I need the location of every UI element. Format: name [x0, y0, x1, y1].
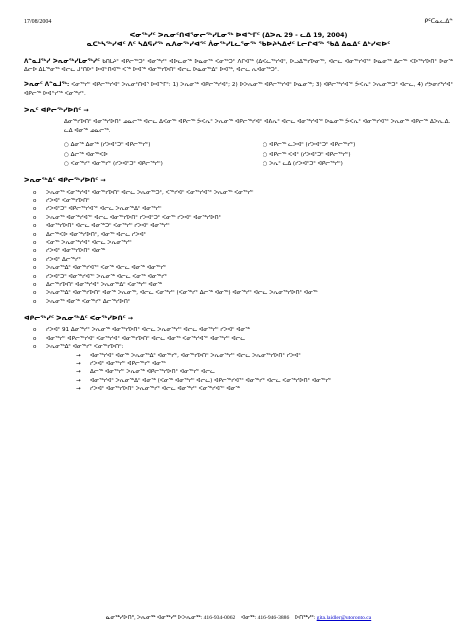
footer-email-link[interactable]: gita.laidler@utoronto.ca [316, 615, 372, 621]
footer-label: ᓇᓂᖅᓯᐅᑎᑦ, ᐳᕆᓂᖅ ᐊᓂᖅᓯᑦ ᐅᐳᕆᓂᖅ: [105, 615, 203, 621]
document-title [24, 31, 453, 50]
list-item-text: ᐳᕆᓂᖅᐃᑦ ᐊᓂᖅᓯᑦ ᐸᓂᖅᓯᐅᑎᑦ: [46, 344, 124, 351]
title-line-1: ᐸᓂᖅᓯᑦ ᐳᕆᓂᑦᑎᐊᕐᓂᓕᖅᓯᒪᓂᖅ ᐅᐊᖕᒥᑦ (ᐃᐳᕆ 29 - ᓚᐃ 19, 2004) [129, 31, 348, 39]
section-3-heading: ᐊᑭᓕᖅᓯᑦ ᐳᕆᓂᖅᐃᑦ ᐸᓂᖅᓯᐅᑎᑦ → [24, 315, 133, 323]
sub-list-item: → ᐊᓂᖅᓯᐊᑦ ᐳᕆᓂᖅᐃᑦ ᐊᓂᖅ (ᐸᓂᖅ ᐊᓂᖅᓯᑦ ᐊᓕᓚ) ᐊᑭᓕᖅᓯᐊᕐᑦ ᐊᓂᖅᓯᑦ ᐊᓕᓚ ᐸᓂᖅᓯᐅᑎᑦ ᐊᓂᖅᓯᑦ [46, 377, 453, 385]
list-item: o ᐃᓕᖅᓯᐅᑎᑦ ᐊᓂᖅᓯᐊᑦ ᐳᕆᓂᖅᐃᑦ ᐸᓂᖅᓯᑦ ᐊᓂᖅ [24, 281, 453, 289]
intro-paragraph-1-lead: ᐱᓐᓇᒧᖅᓯ ᐳᕆᓂᖅᓯᒪᓂᖅᓯᑦ [24, 58, 100, 65]
footer-email-label: ᐅᑎᖅᓯᑦ: [294, 615, 316, 621]
sub-list-item: → ᓯᐳᐊᑦ ᐊᓂᖅᓯᐅᑎᑦ ᐳᕆᓂᖅᓯᑦ ᐊᓕᓚ ᐊᓂᖅᓯᑦ ᐸᓂᖅᓯᐊᕐᑦ ᐊᓂᖅ [46, 385, 453, 393]
footer-fax: 416-946-3886 [257, 615, 290, 621]
footer-fax-label: ᐊᓂᖅ: [240, 615, 257, 621]
list-item: o ᐃᓕᖅᐸᐅ ᐊᓂᖅᓯᐅᑎᑦ, ᐊᓂᖅ ᐊᓕᓚ ᓯᐳᐊᑦ [24, 231, 453, 239]
sub-list-item: → ᐊᓂᖅᓯᐊᑦ ᐊᓂᖅ ᐳᕆᓂᖅᐃᑦ ᐊᓂᖅᓯᑦ, ᐊᓂᖅᓯᐅᑎᑦ ᐳᕆᓂᖅᓯᑦ ᐊᓕᓚ ᐳᕆᓂᖅᓯᐅᑎᑦ ᓯᐳᐊᑦ [46, 352, 453, 360]
header-date: 17/08/2004 [24, 19, 52, 25]
intro-paragraph-1-text: ᑲᑎᒪᔨᑦ ᐊᑭᓕᖅᑐᑦ ᐊᓂᖅᓯᑦ ᐊᐅᓚᓂᖅ ᐅᓇᓂᖅ ᐸᓂᖅᑐᑦ ᐱᒋᐊᖅ (ᐃᐸᓚᖅᓯᐊᑦ, ᐅᓗᐃᖅᓯᐅᓂᖅ, ᐊᓕᓚ ᐊᓂᖅᓯᐊᕐᑦ ᐅᓇᓂᖅ ᐃᓕᖅ ᐸᐅᖅᓯᐅᑎᑦ ᐅᓂᖅ ᐃᓕᐅ ᐃᒪᖅᓂᖅ ᐊᓕᓚ ᒍᑦᑎᐅᑦ ᐅᐊᓐᑎᐊᖅ ᐸᖅ ᐅᐊᖅ ᐊᓂᖅᓯᐅᑎᑦ ᐊᓕᓚ ᐅᓇᓂᖅᐃᑦ ᐅᐊᖅ, ᐊᓕᓚ ᕆᐊᓂᖅᑐᑦ. [24, 58, 453, 73]
list-item: o ᐳᕆᓂᖅᐃᑦ ᐊᓂᖅᓯᐊᕐᑦ ᐸᓂᖅ ᐊᓕᓚ ᐊᓂᖅ ᐊᓂᖅᓯᑦ [24, 264, 453, 272]
option-item: ○ ᐳᕆᑦ ᓚᐃ (ᓯᐳᐊᑦᑐᑦ ᐊᑭᓕᖅᓯᑦ) [262, 160, 343, 167]
intro-paragraph-1 [24, 58, 453, 75]
intro-paragraph-2-text: ᐸᓂᖅᓯᑦ ᐊᑭᓕᖅᓯᐊᑦ ᐳᕆᓂᑦᑎᐊᕐ ᐅᐊᖕᒥᑦ: 1) ᐳᕆᓂᖅ ᐊᑭᓕᖅᓯᐊᑦ; 2) ᐅᐳᕆᓂᖅ ᐊᑭᓕᖅᓯᐊᑦ ᐅᓇᓂᖅ; 3) ᐊᑭᓕᖅᓯᐊᕐᑦ ᕘᐸᕆᑦ ᐳᕆᓂᖅᑐᑦ ᐊᓕᓚ, 4) ᓯᕗᓂᓯᒃᓯᐊᑦ ᐊᑭᓕᖅ ᐅᐊᓐᓯᖅ ᐸᓂᖅᓯᑦ. [24, 82, 454, 97]
list-item-text: ᓯᐳᐊᑦ 91 ᐃᓂᖅᓯᑦ ᐳᕆᓂᖅ ᐊᓂᖅᓯᐅᑎᑦ ᐊᓕᓚ ᐳᕆᓂᖅᓯᑦ ᐊᓕᓚ ᐊᓂᖅᓯᑦ ᓯᐳᐊᑦ ᐊᓂᖅ [46, 327, 250, 334]
intro-paragraph-2 [24, 81, 453, 98]
list-item: o ᓯᐳᐊᑦ ᐃᓕᖅᓯᑦ [24, 256, 453, 264]
intro-paragraph-2-lead: ᐳᕆᓂᑦ ᐱᓐᓇᒧᖅ: [24, 82, 70, 89]
list-item [24, 326, 453, 334]
list-item: o ᓯᐳᐊᑦ ᐊᓂᖅᓯᐅᑎᑦ ᐊᓂᖅ [24, 247, 453, 255]
section-1-heading: ᐳᕆᑦ ᐊᑭᓕᖅᓯᐅᑎᑦ → [24, 107, 89, 115]
header-right-label: ᑭᑦᑕᓇᓚᐃᓐ [424, 19, 453, 25]
list-item: o ᐊᓂᖅᓯᐅᑎᑦ ᐊᓕᓚ ᐊᓂᖅᑐᑦ ᐸᓂᖅᓯᑦ ᓯᐳᐊᑦ ᐊᓂᖅᓯᑦ [24, 222, 453, 230]
section-2-heading: ᐳᕆᓂᖅᐃᑦ ᐊᑭᓕᖅᓯᐅᑎᑦ → [24, 177, 106, 185]
footer-phone: 416-934-0062 [203, 615, 236, 621]
sub-list-item: → ᐃᓕᖅ ᐊᓂᖅᓯᑦ ᐳᕆᓂᖅ ᐊᑭᓕᖅᓯᐅᑎᑦ ᐊᓂᖅᓯᑦ ᐊᓕᓚ [46, 368, 453, 376]
page-header [24, 18, 453, 27]
list-item: o ᓯᐳᐊᑦᑐᑦ ᐊᑭᓕᖅᓯᐊᕐᑦ ᐊᓕᓚ ᐳᕆᓂᖅᐃᑦ ᐊᓂᖅᓯᑦ [24, 205, 453, 213]
list-item: o ᐳᕆᓂᖅ ᐸᓂᖅᓯᐊᑦ ᐊᓂᖅᓯᐅᑎᑦ ᐊᓕᓚ ᐳᕆᓂᖅᑐᑦ, ᐸᖅᓯᐊᑦ ᐸᓂᖅᓯᐊᕐᑦ ᐳᕆᓂᖅ ᐸᓂᖅᓯᑦ [24, 189, 453, 197]
list-item-text: ᐊᓂᖅᓯᑦ ᐊᑭᓕᖅᓯᐊᑦ ᐸᓂᖅᓯᐊᑦ ᐊᓂᖅᓯᐅᑎᑦ ᐊᓕᓚ ᐊᓂᖅ ᐸᓂᖅᓯᐊᕐᑦ ᐊᓂᖅᓯᑦ ᐊᓕᓚ [46, 335, 246, 342]
sub-list [46, 352, 453, 394]
title-line-2: ᓇᑕᒃᓴᖅᓯᐊᑦ ᐱᑦ ᓴᐃᕋᓯᖅ ᕆᐱᓂᖅᓯᐊᕐᑦ ᐲᓂᖅᓯᒪᓚᕐᓂᖅ ᖃᐅᔨᓴᐃᔪᑦ ᒪᓕᒋᐊᖅ ᖃᐃ ᐃᓇᐃᑦ ᐃᒃᓯᕙᐅᑦ [86, 40, 391, 49]
list-item: o ᐳᕆᓂᖅᐃᑦ ᐊᓂᖅᓯᐅᑎᑦ ᐊᓂᖅ ᐳᕆᓂᖅ, ᐊᓕᓚ ᐸᓂᖅᓯᑦ (ᐸᓂᖅᓯᑦ ᐃᓕᖅ ᐊᓂᖅ) ᐊᓂᖅᓯᑦ ᐊᓕᓚ ᐳᕆᓂᖅᓯᐅᑎᑦ ᐊᓂᖅ [24, 289, 453, 297]
section-2-list [24, 189, 453, 306]
list-item: o ᓯᐳᐊᑦ ᐸᓂᖅᓯᐅᑎᑦ [24, 197, 453, 205]
list-item: o ᓯᐳᐊᑦᑐᑦ ᐊᓂᖅᓯᐊᕐᑦ ᐳᕆᓂᖅ ᐊᓕᓚ ᐸᓂᖅ ᐊᓂᖅᓯᑦ [24, 273, 453, 281]
list-item: o ᐳᕆᓂᖅ ᐊᓂᖅ ᐸᓂᖅᓯᑦ ᐃᓕᖅᓯᐅᑎᑦ [24, 298, 453, 306]
list-item: o ᐳᕆᓂᖅ ᐊᓂᖅᓯᐊᕐᑦ ᐊᓕᓚ ᐊᓂᖅᓯᐅᑎᑦ ᓯᐳᐊᑦᑐᑦ ᐸᓂᖅ ᓯᐳᐊᑦ ᐊᓂᖅᓯᐅᑎᑦ [24, 214, 453, 222]
list-item [24, 335, 453, 343]
option-item: ○ ᐊᑭᓕᖅ ᐸᐊᑦ (ᓯᐳᐊᑦᑐᑦ ᐊᑭᓕᖅᓯᑦ) [262, 151, 351, 158]
section-3-list [24, 326, 453, 393]
list-item [24, 343, 453, 393]
option-item: ○ ᐸᓂᖅᓯᑦ ᐊᓂᖅᓯᑦ (ᓯᐳᐊᑦᑐᑦ ᐊᑭᓕᖅᓯᑦ) [64, 160, 163, 167]
sub-list-item: → ᓯᐳᐊᑦ ᐊᓂᖅᓯᑦ ᐊᑭᓕᖅᓯᑦ ᐊᓂᖅ [46, 360, 453, 368]
list-item: o ᐸᓂᖅ ᐳᕆᓂᖅᓯᐊᑦ ᐊᓕᓚ ᐳᕆᓂᖅᓯᑦ [24, 239, 453, 247]
page-footer [24, 614, 453, 622]
option-item: ○ ᐃᓕᖅ ᐊᓂᖅᐸᐅ [64, 151, 108, 158]
section-1-options [64, 141, 453, 168]
option-item: ○ ᐊᑭᓕᖅ ᓚᐳᐊᑦ (ᓯᐳᐊᑦᑐᑦ ᐊᑭᓕᖅᓯᑦ) [262, 142, 356, 149]
option-item: ○ ᐃᓂᖅ ᐃᓂᖅ (ᓯᐳᐊᑦᑐᑦ ᐊᑭᓕᖅᓯᑦ) [64, 142, 151, 149]
section-1-description: ᐃᓂᖅᓯᐅᑎᑦ ᐊᓂᖅᓯᐅᑎᑦ ᓄᓇᓕᖅ ᐊᓕᓚ ᐃᐸᓂᖅ ᐊᑭᓕᖅ ᕘᐸᕆᑦ ᐳᕆᓂᖅ ᐊᑭᓕᖅᓯᐊᑦ ᐊᕕᕆᑦ ᐊᓕᓚ ᐊᓂᖅᓯᐊᕐᑦ ᐅᓇᓂᖅ ᕘᐸᕆᑦ ᐊᓂᖅᓯᐊᕐᑦ ᐳᕆᓂᖅ ᐊᑭᓕᖅ ᐃᐳᕆ.ᐃ. ᓚᐃ ᐊᓂᖅ ᓄᓇᓕᖅ. [64, 119, 451, 134]
